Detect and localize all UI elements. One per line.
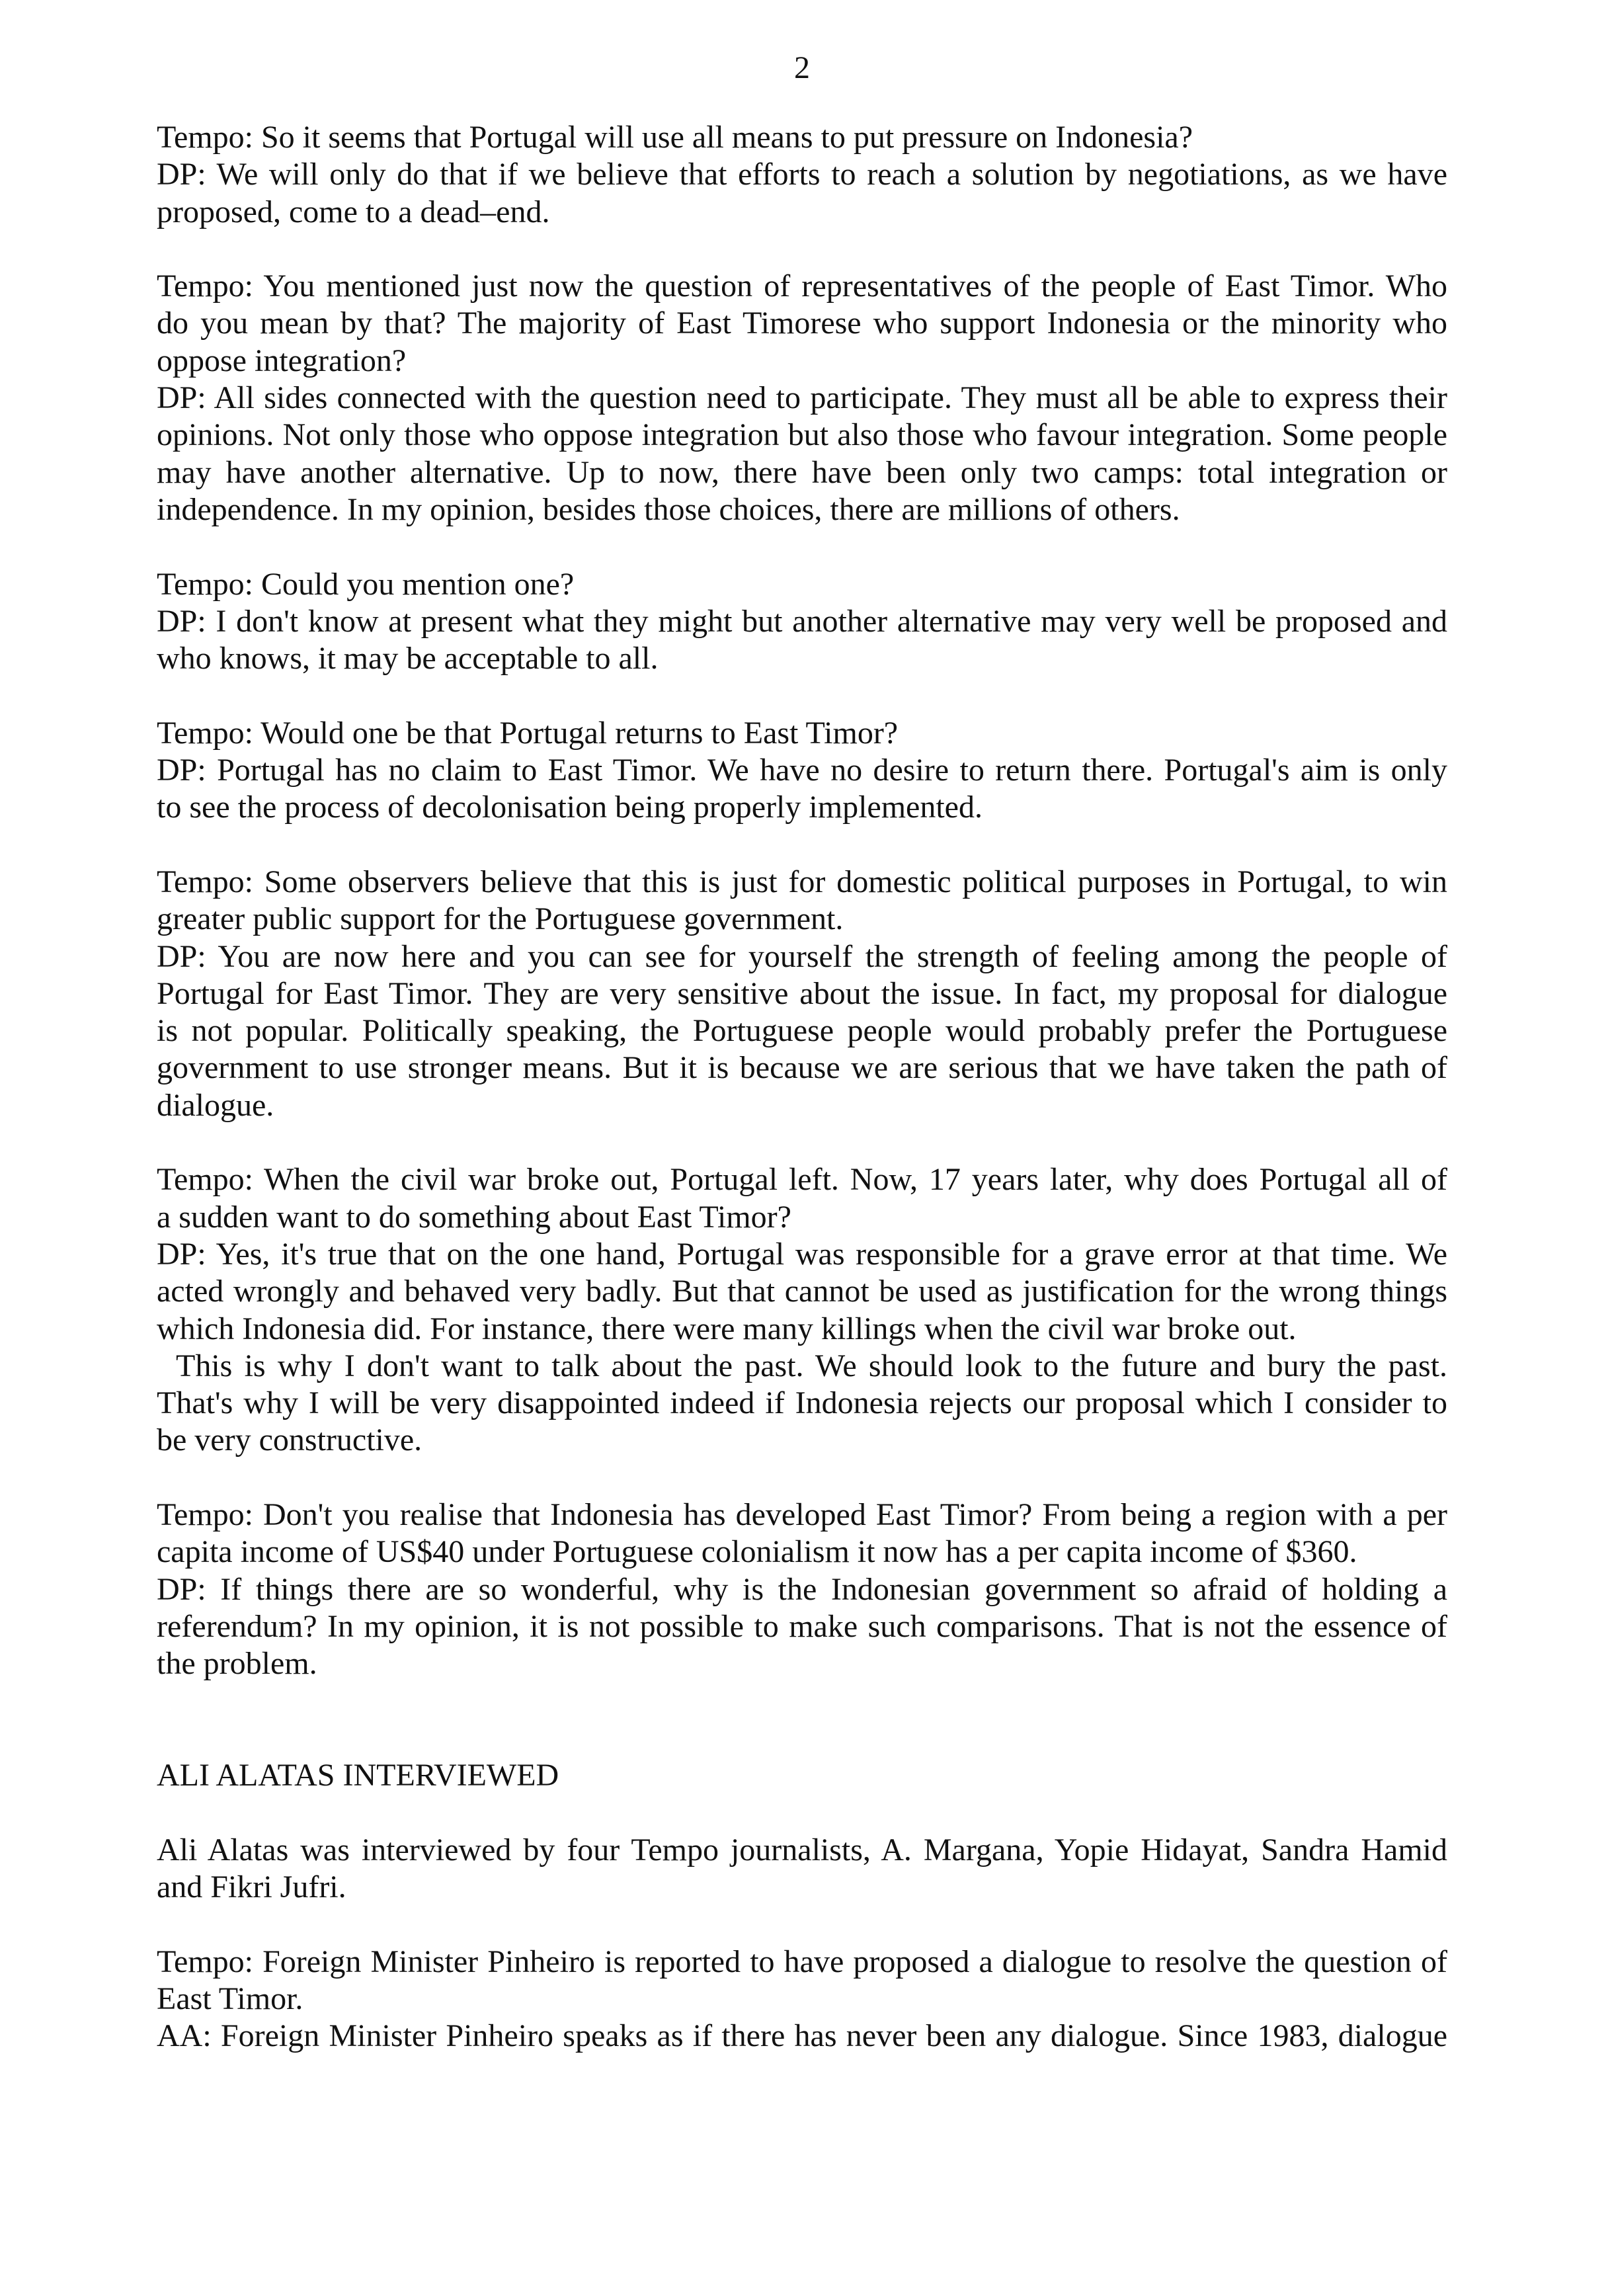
question-line: do you mean by that? The majority of East Timorese who support Indonesia or the minority who	[157, 306, 1447, 341]
answer-line: DP: I don't know at present what they might but another alternative may very well be proposed and	[157, 603, 1447, 639]
exchange	[157, 864, 1447, 1124]
exchange	[157, 566, 1447, 678]
answer-line: government to use stronger means. But it is because we are serious that we have taken the path of	[157, 1050, 1447, 1086]
question-line: Tempo: When the civil war broke out, Portugal left. Now, 17 years later, why does Portugal all of	[157, 1162, 1447, 1198]
question-line: greater public support for the Portuguese government.	[157, 901, 844, 937]
answer-line: independence. In my opinion, besides those choices, there are millions of others.	[157, 491, 1180, 527]
exchange	[157, 268, 1447, 528]
answer-line: DP: You are now here and you can see for yourself the strength of feeling among the people of	[157, 938, 1447, 974]
question-line: Tempo: Foreign Minister Pinheiro is reported to have proposed a dialogue to resolve the question of	[157, 1944, 1447, 1979]
answer-line: That's why I will be very disappointed indeed if Indonesia rejects our proposal which I consider to	[157, 1385, 1447, 1421]
answer-line: dialogue.	[157, 1087, 274, 1123]
exchange	[157, 1161, 1447, 1459]
question-line: Tempo: Could you mention one?	[157, 566, 575, 602]
intro-line: Ali Alatas was interviewed by four Tempo journalists, A. Margana, Yopie Hidayat, Sandra Hamid	[157, 1832, 1447, 1867]
answer-line: DP: All sides connected with the question need to participate. They must all be able to express their	[157, 380, 1447, 416]
exchange	[157, 119, 1447, 231]
answer-line: is not popular. Politically speaking, the Portuguese people would probably prefer the Portuguese	[157, 1013, 1447, 1049]
answer-line: which Indonesia did. For instance, there were many killings when the civil war broke out.	[157, 1311, 1297, 1346]
answer-line: DP: If things there are so wonderful, why is the Indonesian government so afraid of holding a	[157, 1571, 1447, 1607]
exchange	[157, 1944, 1447, 2055]
answer-line: be very constructive.	[157, 1422, 422, 1458]
question-line: capita income of US$40 under Portuguese colonialism it now has a per capita income of $360.	[157, 1534, 1357, 1570]
section-heading: ALI ALATAS INTERVIEWED	[157, 1758, 559, 1793]
answer-line: This is why I don't want to talk about the past. We should look to the future and bury the past.	[176, 1348, 1447, 1383]
page-number: 2	[794, 50, 810, 85]
question-line: Tempo: Some observers believe that this is just for domestic political purposes in Portugal, to win	[157, 864, 1447, 899]
answer-line: who knows, it may be acceptable to all.	[157, 641, 659, 676]
section-heading-block	[157, 1757, 1447, 1794]
answer-line: proposed, come to a dead–end.	[157, 194, 550, 229]
question-line: a sudden want to do something about East Timor?	[157, 1199, 791, 1235]
document-body	[157, 119, 1447, 2055]
answer-line: Portugal for East Timor. They are very sensitive about the issue. In fact, my proposal for dialogue	[157, 975, 1447, 1011]
answer-line: may have another alternative. Up to now, there have been only two camps: total integration or	[157, 454, 1447, 490]
answer-line: opinions. Not only those who oppose integration but also those who favour integration. Some people	[157, 417, 1447, 453]
intro-paragraph	[157, 1832, 1447, 1906]
question-line: oppose integration?	[157, 343, 407, 378]
question-line: Tempo: You mentioned just now the question of representatives of the people of East Timor. Who	[157, 268, 1447, 304]
intro-line: and Fikri Jufri.	[157, 1869, 346, 1905]
answer-line: acted wrongly and behaved very badly. But that cannot be used as justification for the wrong things	[157, 1274, 1447, 1309]
question-line: East Timor.	[157, 1981, 303, 2016]
answer-line: DP: We will only do that if we believe that efforts to reach a solution by negotiations, as we have	[157, 157, 1447, 192]
exchange	[157, 1496, 1447, 1682]
answer-line: referendum? In my opinion, it is not possible to make such comparisons. That is not the essence of	[157, 1608, 1447, 1644]
answer-line: AA: Foreign Minister Pinheiro speaks as if there has never been any dialogue. Since 1983, dialogue	[157, 2018, 1447, 2054]
question-line: Tempo: Don't you realise that Indonesia has developed East Timor? From being a region with a per	[157, 1496, 1447, 1532]
answer-line: DP: Portugal has no claim to East Timor. We have no desire to return there. Portugal's aim is only	[157, 753, 1447, 788]
exchange	[157, 715, 1447, 827]
question-line: Tempo: So it seems that Portugal will use all means to put pressure on Indonesia?	[157, 120, 1193, 155]
answer-line: DP: Yes, it's true that on the one hand, Portugal was responsible for a grave error at that time. We	[157, 1236, 1447, 1272]
answer-line: to see the process of decolonisation being properly implemented.	[157, 790, 983, 825]
question-line: Tempo: Would one be that Portugal returns to East Timor?	[157, 715, 899, 751]
answer-line: the problem.	[157, 1646, 317, 1682]
